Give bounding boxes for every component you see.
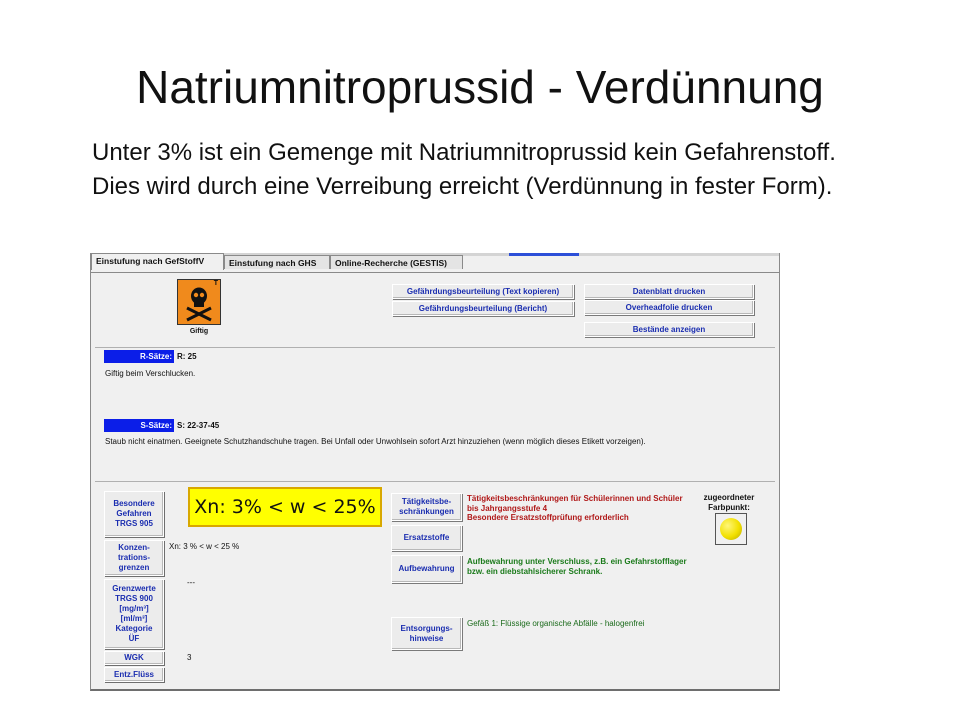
section-divider xyxy=(95,481,775,482)
tab-einstufung-gefstoffv[interactable]: Einstufung nach GefStoffV xyxy=(91,253,224,270)
entsorgung-label-2: hinweise xyxy=(409,633,444,643)
slide-body-text: Unter 3% ist ein Gemenge mit Natriumnitroprussid kein Gefahrenstoff. Dies wird durch eine Verreibung erreicht (Verdünnung in fester Form). xyxy=(92,139,836,200)
konzentration-label-3: grenzen xyxy=(118,563,150,572)
wgk-button[interactable]: WGK xyxy=(104,651,164,665)
s-saetze-text: Staub nicht einatmen. Geeignete Schutzhandschuhe tragen. Bei Unfall oder Unwohlsein sofort Arzt hinzuziehen (wenn möglich dieses Etikett vorzeigen). xyxy=(105,437,646,446)
aufbewahrung-button[interactable]: Aufbewahrung xyxy=(391,555,462,583)
konzentrationsgrenzen-value: Xn: 3 % < w < 25 % xyxy=(169,542,240,551)
r-saetze-code: R: 25 xyxy=(177,352,197,361)
r-saetze-text: Giftig beim Verschlucken. xyxy=(105,369,196,378)
taetigkeit-info-line-3: Besondere Ersatzstoffprüfung erforderlich xyxy=(467,513,629,522)
grenzwerte-label-5: Kategorie xyxy=(115,624,153,633)
entsorgung-info: Gefäß 1: Flüssige organische Abfälle - halogenfrei xyxy=(467,619,645,628)
s-saetze-label: S-Sätze: xyxy=(104,419,174,432)
grenzwerte-label-6: ÜF xyxy=(128,634,140,643)
grenzwert-value: --- xyxy=(187,578,195,587)
window-top-accent xyxy=(509,253,579,256)
grenzwerte-button[interactable] xyxy=(104,579,164,649)
section-divider xyxy=(95,347,775,348)
ersatzstoffe-button[interactable]: Ersatzstoffe xyxy=(391,525,462,551)
grenzwerte-label-4: [ml/m³] xyxy=(120,614,148,623)
slide-title: Natriumnitroprussid - Verdünnung xyxy=(136,61,824,113)
farbpunkt-box xyxy=(715,513,747,545)
hazard-caption: Giftig xyxy=(189,328,209,335)
hazard-symbol-toxic xyxy=(177,279,221,325)
tab-online-recherche[interactable]: Online-Recherche (GESTIS) xyxy=(330,255,463,269)
aufbewahrung-info-line-2: bzw. ein diebstahlsicherer Schrank. xyxy=(467,566,603,576)
aufbewahrung-info xyxy=(467,557,687,576)
hazard-letter: T xyxy=(213,280,218,287)
bestaende-anzeigen-button[interactable]: Bestände anzeigen xyxy=(584,322,754,337)
konzentration-label-1: Konzen- xyxy=(118,543,150,552)
s-saetze-code: S: 22-37-45 xyxy=(177,421,220,430)
entsorgungshinweise-button[interactable] xyxy=(391,617,462,650)
concentration-callout: Xn: 3% < w < 25% xyxy=(188,487,382,527)
farbpunkt-label xyxy=(699,493,759,512)
app-window xyxy=(90,253,780,691)
besondere-label-3: TRGS 905 xyxy=(115,519,153,528)
taetigkeit-info-line-2: bis Jahrgangsstufe 4 xyxy=(467,503,548,513)
tab-divider xyxy=(91,272,779,273)
overheadfolie-drucken-button[interactable]: Overheadfolie drucken xyxy=(584,300,754,315)
wgk-value: 3 xyxy=(187,653,192,662)
besondere-label-2: Gefahren xyxy=(116,509,152,518)
konzentration-label-2: trations- xyxy=(118,553,150,562)
grenzwerte-label-3: [mg/m³] xyxy=(119,604,149,613)
r-saetze-label: R-Sätze: xyxy=(104,350,174,363)
besondere-gefahren-button[interactable] xyxy=(104,491,164,537)
grenzwerte-label-2: TRGS 900 xyxy=(115,594,153,603)
datenblatt-drucken-button[interactable]: Datenblatt drucken xyxy=(584,284,754,299)
gefaehrdungsbeurteilung-text-kopieren-button[interactable]: Gefährdungsbeurteilung (Text kopieren) xyxy=(392,284,574,299)
farbpunkt-label-2: Farbpunkt: xyxy=(708,502,750,512)
taetigkeit-info xyxy=(467,494,683,523)
taetigkeitsbeschraenkungen-button[interactable] xyxy=(391,493,462,521)
konzentrationsgrenzen-button[interactable] xyxy=(104,540,164,576)
grenzwerte-label-1: Grenzwerte xyxy=(112,584,156,593)
entz-fluess-button[interactable]: Entz.Flüss xyxy=(104,667,164,682)
farbpunkt-label-1: zugeordneter xyxy=(703,493,755,502)
aufbewahrung-info-line-1: Aufbewahrung unter Verschluss, z.B. ein Gefahrstofflager xyxy=(467,557,687,566)
taetigkeit-info-line-1: Tätigkeitsbeschränkungen für Schülerinnen und Schüler xyxy=(467,494,683,503)
taetigkeit-label-1: Tätigkeitsbe- xyxy=(401,497,452,506)
tab-einstufung-ghs[interactable]: Einstufung nach GHS xyxy=(224,255,330,269)
entsorgung-label-1: Entsorgungs- xyxy=(400,623,453,633)
besondere-label-1: Besondere xyxy=(113,499,155,508)
skull-crossbones-icon xyxy=(178,280,220,324)
gefaehrdungsbeurteilung-bericht-button[interactable]: Gefährdungsbeurteilung (Bericht) xyxy=(392,301,574,316)
yellow-dot-icon xyxy=(720,518,742,540)
taetigkeit-label-2: schränkungen xyxy=(399,507,454,516)
